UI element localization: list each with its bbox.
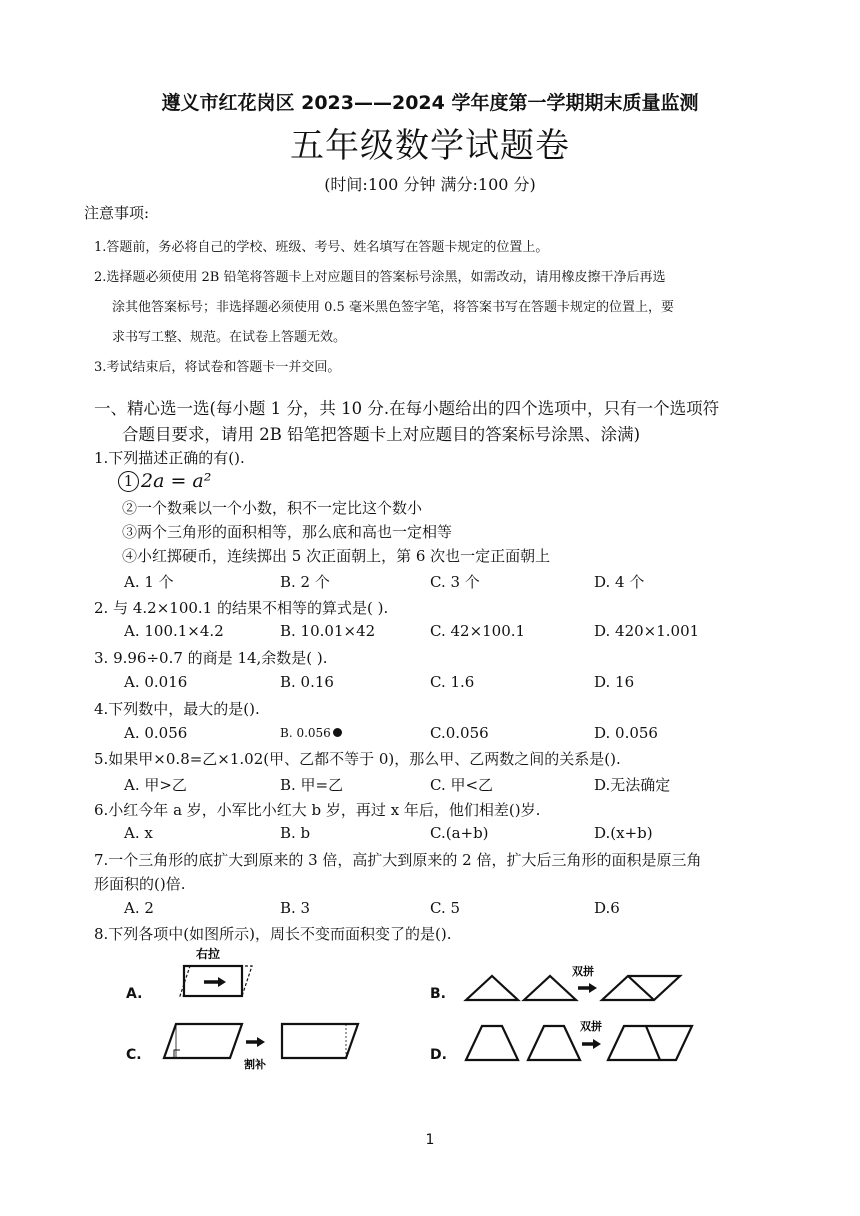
question-6: 6.小红今年 a 岁，小军比小红大 b 岁，再过 x 年后，他们相差()岁.	[94, 801, 541, 819]
q3-option-c: C. 1.6	[430, 673, 475, 691]
fig-d-caption: 双拼	[580, 1020, 602, 1033]
section-heading-cont: 合题目要求，请用 2B 铅笔把答题卡上对应题目的答案标号涂黑、涂满)	[122, 425, 641, 444]
q7-option-b: B. 3	[280, 899, 311, 917]
q1-option-a: A. 1 个	[124, 573, 174, 591]
q2-option-d: D. 420×1.001	[594, 622, 700, 640]
fig-b-caption: 双拼	[572, 965, 594, 978]
question-7: 7.一个三角形的底扩大到原来的 3 倍，高扩大到原来的 2 倍，扩大后三角形的面积是原三角	[94, 851, 702, 869]
right-angle-mark	[174, 1050, 180, 1058]
fig-label-c: C.	[126, 1047, 142, 1063]
q1-option-d: D. 4 个	[594, 573, 645, 591]
figure-b	[462, 962, 692, 1006]
note-2: 2.选择题必须使用 2B 铅笔将答题卡上对应题目的答案标号涂黑，如需改动，请用橡皮擦干净后再选	[94, 270, 666, 285]
q3-option-a: A. 0.016	[124, 673, 188, 691]
q4-option-b-text: B. 0.056	[280, 726, 331, 740]
q1-statement-4: ④小红掷硬币，连续掷出 5 次正面朝上，第 6 次也一定正面朝上	[122, 547, 551, 565]
q1-statement-3: ③两个三角形的面积相等，那么底和高也一定相等	[122, 523, 453, 541]
q3-option-d: D. 16	[594, 673, 635, 691]
trapezoid-1	[466, 1026, 518, 1060]
q5-option-c: C. 甲<乙	[430, 776, 494, 794]
parallelogram-combined	[608, 1026, 692, 1060]
note-3: 3.考试结束后，将试卷和答题卡一并交回。	[94, 360, 341, 375]
q4-option-b	[280, 726, 342, 740]
question-7-cont: 形面积的()倍.	[94, 875, 186, 893]
q2-option-b: B. 10.01×42	[280, 622, 376, 640]
notes-heading: 注意事项:	[84, 204, 150, 222]
triangle-2	[524, 976, 576, 1000]
fig-c-caption: 割补	[244, 1058, 266, 1071]
fig-label-d: D.	[430, 1047, 447, 1063]
q3-option-b: B. 0.16	[280, 673, 334, 691]
question-8: 8.下列各项中(如图所示)，周长不变而面积变了的是().	[94, 925, 452, 943]
exam-title: 遵义市红花岗区 2023——2024 学年度第一学期期末质量监测	[161, 92, 699, 114]
q4-option-a: A. 0.056	[124, 724, 188, 742]
q7-option-d: D.6	[594, 899, 620, 917]
question-1: 1.下列描述正确的有().	[94, 449, 245, 467]
circled-number: 1	[118, 471, 139, 492]
arrow-head	[589, 983, 597, 993]
q5-option-a: A. 甲>乙	[124, 776, 187, 794]
q6-option-c: C.(a+b)	[430, 824, 489, 842]
exam-time: (时间:100 分钟 满分:100 分)	[324, 175, 536, 194]
figure-c	[160, 1018, 370, 1074]
section-heading: 一、精心选一选(每小题 1 分，共 10 分.在每小题给出的四个选项中，只有一个选项符	[94, 399, 720, 418]
q1-option-b: B. 2 个	[280, 573, 330, 591]
q1-option-c: C. 3 个	[430, 573, 480, 591]
q6-option-a: A. x	[124, 824, 153, 842]
parallelogram-combined	[602, 976, 680, 1000]
exam-subtitle: 五年级数学试题卷	[290, 126, 570, 166]
math-expression: 2a = a²	[141, 470, 212, 492]
fig-label-a: A.	[126, 986, 143, 1002]
triangle-1	[466, 976, 518, 1000]
q7-option-a: A. 2	[124, 899, 154, 917]
question-4: 4.下列数中，最大的是().	[94, 700, 260, 718]
q7-option-c: C. 5	[430, 899, 461, 917]
note-2-cont2: 求书写工整、规范。在试卷上答题无效。	[112, 330, 347, 345]
q5-option-b: B. 甲=乙	[280, 776, 344, 794]
filled-dot-icon	[333, 728, 342, 737]
q4-option-c: C.0.056	[430, 724, 489, 742]
page-number: 1	[425, 1132, 435, 1148]
q6-option-d: D.(x+b)	[594, 824, 653, 842]
note-1: 1.答题前，务必将自己的学校、班级、考号、姓名填写在答题卡规定的位置上。	[94, 240, 549, 255]
arrow-head	[257, 1037, 265, 1047]
question-2: 2. 与 4.2×100.1 的结果不相等的算式是( ).	[94, 599, 389, 617]
arrow-head	[218, 977, 226, 987]
fig-label-b: B.	[430, 986, 446, 1002]
question-3: 3. 9.96÷0.7 的商是 14,余数是( ).	[94, 649, 328, 667]
q2-option-a: A. 100.1×4.2	[124, 622, 224, 640]
q6-option-b: B. b	[280, 824, 311, 842]
q1-statement-2: ②一个数乘以一个小数，积不一定比这个数小	[122, 499, 423, 517]
question-5: 5.如果甲×0.8=乙×1.02(甲、乙都不等于 0)，那么甲、乙两数之间的关系是().	[94, 750, 621, 768]
fig-a-caption: 右拉	[196, 947, 221, 961]
figure-d	[462, 1018, 702, 1066]
q5-option-d: D.无法确定	[594, 776, 671, 794]
arrow-head	[593, 1039, 601, 1049]
q1-statement-1	[118, 470, 211, 492]
trapezoid-2	[528, 1026, 580, 1060]
figure-a	[176, 944, 276, 1004]
note-2-cont: 涂其他答案标号；非选择题必须使用 0.5 毫米黑色签字笔，将答案书写在答题卡规定的位置上，要	[112, 300, 674, 315]
q2-option-c: C. 42×100.1	[430, 622, 526, 640]
q4-option-d: D. 0.056	[594, 724, 658, 742]
rectangle-shape	[282, 1024, 358, 1058]
